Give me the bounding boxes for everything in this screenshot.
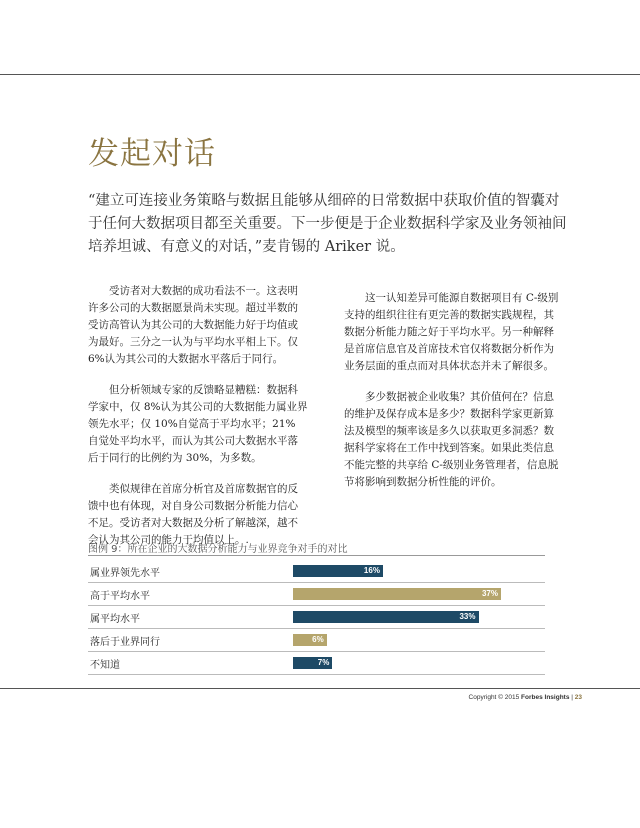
category-label: 高于平均水平 [90, 591, 150, 602]
chart-row [88, 629, 545, 652]
data-label: 6% [312, 635, 324, 644]
chart-row [88, 560, 545, 583]
chart-row [88, 652, 545, 675]
category-label: 属平均水平 [90, 614, 140, 625]
chart-row [88, 583, 545, 606]
data-label: 33% [459, 612, 476, 621]
copyright-text: Copyright © 2015 [468, 694, 522, 701]
top-rule [0, 74, 640, 75]
paragraph: 受访者对大数据的成功看法不一。这表明许多公司的大数据愿景尚未实现。超过半数的受访高管认为其公司的大数据能力好于均值或为最好。三分之一认为与平均水平相上下。仅 6%认为其公司的大数据水平落后于同行。 [88, 285, 298, 365]
figure-rule [88, 555, 545, 556]
category-label: 不知道 [90, 660, 120, 671]
paragraph: 多少数据被企业收集？其价值何在？信息的维护及保存成本是多少？数据科学家更新算法及模型的频率该是多久以获取更多洞悉？数据科学家将在工作中找到答案。如果此类信息不能完整的共享给 C-级别业务管理者，信息脱节将影响到数据分析性能的评价。 [344, 391, 559, 488]
left-column [88, 283, 308, 563]
paragraph: 但分析领域专家的反馈略显糟糕：数据科学家中，仅 8%认为其公司的大数据能力属业界领先水平；仅 10%自觉高于平均水平；21% 自觉处平均水平，而认为其公司大数据水平落后于同行的比例约为 30%，为多数。 [88, 384, 308, 464]
bar-chart [88, 560, 545, 675]
bar [293, 611, 479, 623]
footer [469, 694, 582, 701]
bottom-rule [0, 688, 640, 689]
page-number: 23 [574, 694, 582, 701]
data-label: 16% [363, 566, 380, 575]
bar [293, 565, 383, 577]
paragraph: 这一认知差异可能源自数据项目有 C-级别支持的组织往往有更完善的数据实践规程，其数据分析能力随之好于平均水平。另一种解释是首席信息官及首席技术官仅将数据分析作为业务层面的重点而对具体状态并未了解很多。 [344, 292, 559, 372]
chart-row [88, 606, 545, 629]
category-label: 属业界领先水平 [90, 568, 160, 579]
bar [293, 657, 332, 669]
brand-name: Forbes Insights [521, 694, 570, 701]
figure-caption: 图例 9：所在企业的大数据分析能力与业界竞争对手的对比 [88, 544, 348, 555]
bar [293, 634, 327, 646]
category-label: 落后于业界同行 [90, 637, 160, 648]
bar [293, 588, 501, 600]
paragraph: 类似规律在首席分析官及首席数据官的反馈中也有体现，对自身公司数据分析能力信心不足。受访者对大数据及分析了解越深，越不会认为其公司的能力于均值以上。. [88, 483, 298, 546]
pull-quote: “建立可连接业务策略与数据且能够从细碎的日常数据中获取价值的智囊对于任何大数据项目都至关重要。下一步便是于企业数据科学家及业务领袖间培养坦诚、有意义的对话，”麦肯锡的 Ariker 说。 [88, 193, 567, 255]
right-column [344, 290, 564, 505]
data-label: 7% [317, 658, 330, 667]
page-title: 发起对话 [88, 136, 216, 172]
data-label: 37% [481, 589, 498, 598]
separator: | [569, 694, 575, 701]
